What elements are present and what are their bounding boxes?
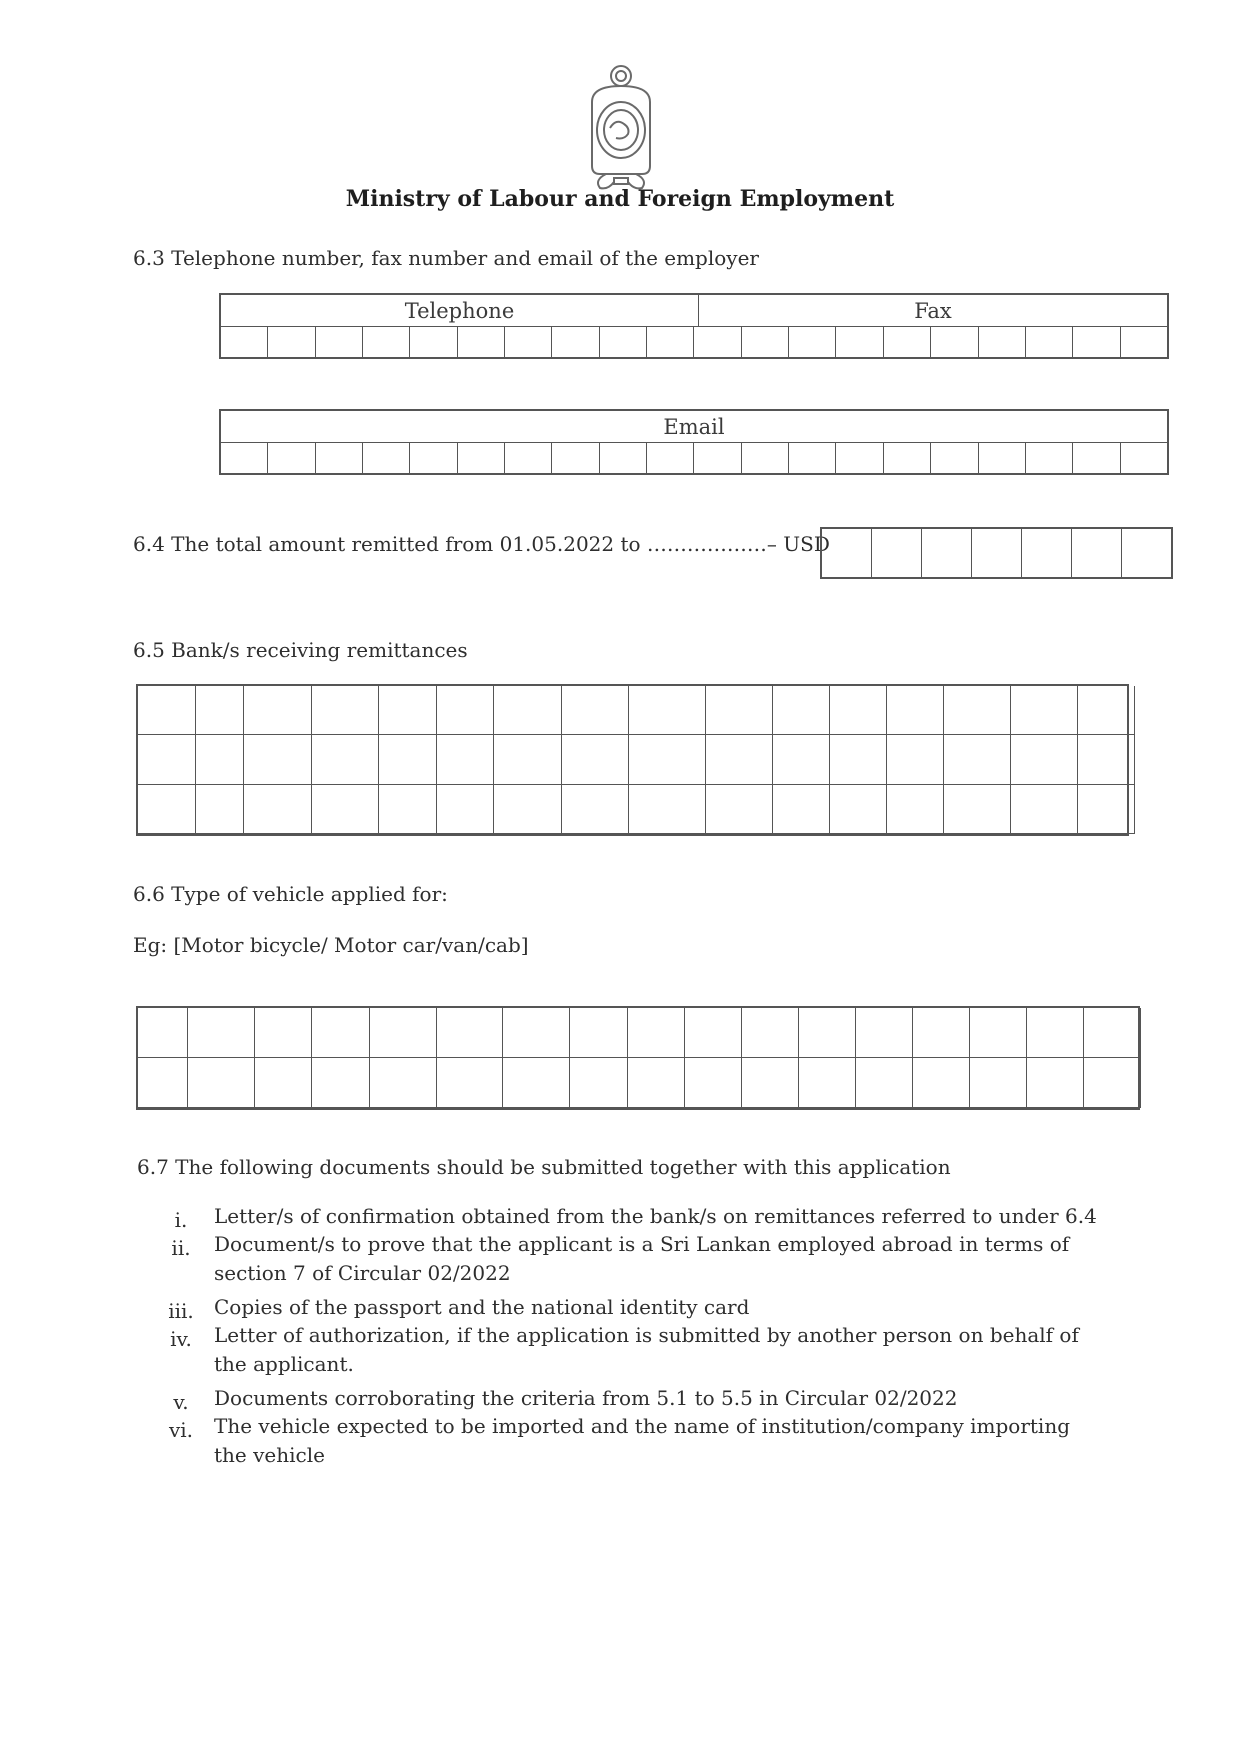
list-item [148, 1293, 1108, 1321]
national-emblem-logo [576, 62, 666, 190]
telephone-header: Telephone [221, 295, 699, 326]
section-6-3-label: 6.3 Telephone number, fax number and email of the employer [133, 246, 759, 270]
list-item [148, 1412, 1108, 1475]
list-item [148, 1384, 1108, 1412]
email-input-cells[interactable] [221, 443, 1167, 473]
list-item-text: Document/s to prove that the applicant is a Sri Lankan employed abroad in terms of section 7 of Circular 02/2022 [214, 1232, 1070, 1285]
list-item [148, 1202, 1108, 1230]
list-item-number: vi. [168, 1418, 194, 1442]
section-6-5-label: 6.5 Bank/s receiving remittances [133, 638, 468, 662]
section-6-4-label: 6.4 The total amount remitted from 01.05.2022 to ………………– USD [133, 532, 830, 556]
list-item-number: v. [173, 1390, 189, 1414]
fax-header: Fax [914, 298, 952, 323]
section-6-7-label: 6.7 The following documents should be submitted together with this application [137, 1155, 951, 1179]
vehicle-type-input-grid[interactable] [136, 1006, 1140, 1110]
list-item-text: The vehicle expected to be imported and the name of institution/company importing the vehicle [214, 1414, 1071, 1467]
list-item-text: Documents corroborating the criteria from 5.1 to 5.5 in Circular 02/2022 [214, 1386, 958, 1410]
list-item-number: iii. [168, 1299, 194, 1323]
section-6-6-label: 6.6 Type of vehicle applied for: [133, 882, 448, 906]
list-item-number: ii. [171, 1236, 191, 1260]
list-item-text: Letter of authorization, if the application is submitted by another person on behalf of the applicant. [214, 1323, 1079, 1376]
required-documents-list [148, 1202, 1108, 1475]
email-header: Email [663, 414, 725, 439]
telephone-fax-table [219, 293, 1169, 359]
list-item-text: Letter/s of confirmation obtained from the bank/s on remittances referred to under 6.4 [214, 1204, 1097, 1228]
amount-input-cells[interactable] [820, 527, 1173, 579]
list-item [148, 1230, 1108, 1293]
email-table [219, 409, 1169, 475]
list-item-number: iv. [170, 1327, 192, 1351]
telephone-fax-input-cells[interactable] [221, 327, 1167, 357]
list-item [148, 1321, 1108, 1384]
bank-input-grid[interactable] [136, 684, 1129, 836]
list-item-number: i. [174, 1208, 188, 1232]
organization-title: Ministry of Labour and Foreign Employment [345, 186, 895, 212]
section-6-6-example: Eg: [Motor bicycle/ Motor car/van/cab] [133, 933, 529, 957]
list-item-text: Copies of the passport and the national identity card [214, 1295, 750, 1319]
